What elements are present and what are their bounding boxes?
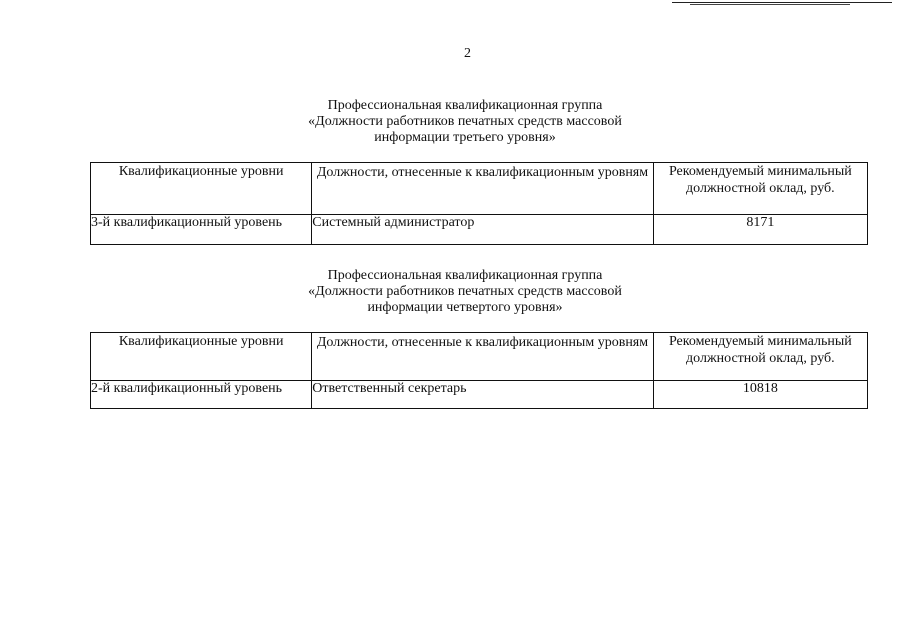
header-rule: [672, 2, 892, 3]
qualification-table-fourth-level: [90, 332, 868, 409]
table-header-row: [91, 163, 868, 215]
group-title-fourth-level: [300, 268, 630, 316]
qualification-table-third-level: [90, 162, 868, 245]
group-title-line: информации четвертого уровня»: [367, 300, 563, 315]
header-salary: Рекомендуемый минимальный должностной оклад, руб.: [653, 163, 867, 215]
table-row: [91, 215, 868, 245]
cell-salary: 8171: [653, 215, 867, 245]
group-title-third-level: [300, 98, 630, 146]
cell-salary: 10818: [653, 381, 867, 409]
group-title-line: Профессиональная квалификационная группа: [327, 98, 603, 113]
table-header-row: [91, 333, 868, 381]
header-rule-secondary: [690, 4, 850, 5]
group-title-line: «Должности работников печатных средств массовой: [308, 284, 622, 299]
cell-position: Ответственный секретарь: [312, 381, 653, 409]
cell-qualification-level: 2-й квалификационный уровень: [91, 381, 312, 409]
header-qualification-levels: Квалификационные уровни: [91, 163, 312, 215]
page-number: 2: [464, 46, 471, 61]
table-row: [91, 381, 868, 409]
cell-position: Системный администратор: [312, 215, 653, 245]
header-salary: Рекомендуемый минимальный должностной оклад, руб.: [653, 333, 867, 381]
header-qualification-levels: Квалификационные уровни: [91, 333, 312, 381]
cell-qualification-level: 3-й квалификационный уровень: [91, 215, 312, 245]
header-positions: Должности, отнесенные к квалификационным уровням: [312, 163, 653, 215]
header-positions: Должности, отнесенные к квалификационным уровням: [312, 333, 653, 381]
group-title-line: «Должности работников печатных средств массовой: [308, 114, 622, 129]
group-title-line: Профессиональная квалификационная группа: [327, 268, 603, 283]
group-title-line: информации третьего уровня»: [374, 130, 556, 145]
